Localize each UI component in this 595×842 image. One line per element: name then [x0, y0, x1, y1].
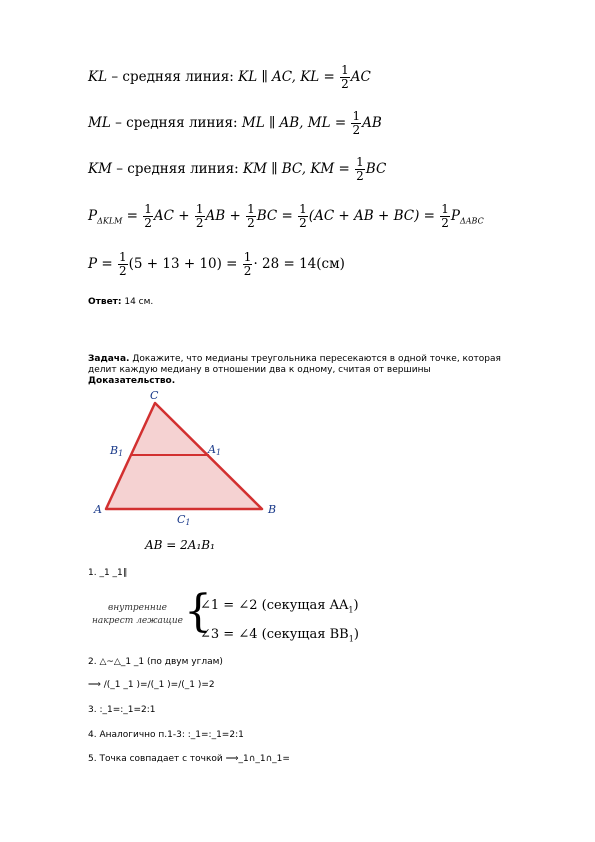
- answer-label: Ответ:: [88, 297, 122, 307]
- kl-fraction: $\frac{1}{2}$: [341, 63, 349, 91]
- compute-lhs: P =: [88, 256, 117, 272]
- perimeter-fraction-1: $\frac{1}{2}$: [144, 202, 152, 230]
- compute-fraction-2: $\frac{1}{2}$: [243, 250, 252, 278]
- step-5: 5. Точка совпадает с точкой ⟹_1∩_1∩_1=: [88, 754, 290, 764]
- perimeter-rhs: P: [450, 208, 460, 224]
- ml-rel: ML ∥ AB, ML =: [241, 115, 351, 131]
- task-text-1: Докажите, что медианы треугольника пересекаются в одной точке, которая: [129, 354, 501, 364]
- kl-tail: AC: [350, 69, 371, 85]
- km-rel: KM ∥ BC, KM =: [243, 161, 355, 177]
- step-2: 2. △~△_1 _1 (по двум углам): [88, 657, 223, 667]
- kl-text: – средняя линия:: [107, 69, 239, 85]
- perimeter-fraction-3: $\frac{1}{2}$: [247, 202, 255, 230]
- label-b: B: [268, 503, 277, 516]
- answer-value: 14 см.: [121, 297, 154, 307]
- km-name: KM: [88, 161, 112, 177]
- perimeter-term-1: AC +: [153, 208, 194, 224]
- ml-text: – средняя линия:: [110, 115, 242, 131]
- perimeter-fraction-4: $\frac{1}{2}$: [299, 202, 307, 230]
- compute-mid: (5 + 13 + 10) =: [128, 256, 242, 272]
- task-line-1: [88, 354, 548, 365]
- task-label: Задача.: [88, 354, 130, 364]
- kl-rel: KL ∥ AC, KL =: [238, 69, 340, 85]
- perimeter-fraction-5: $\frac{1}{2}$: [441, 202, 449, 230]
- proof-label: Доказательство.: [88, 376, 176, 386]
- hand-line-2: накрест лежащие: [92, 616, 183, 626]
- km-tail: BC: [365, 161, 387, 177]
- ml-fraction: $\frac{1}{2}$: [352, 109, 361, 137]
- answer-line: [88, 297, 153, 308]
- formula-ml: [88, 110, 382, 137]
- perimeter-lhs-sub: ΔKLM: [97, 216, 123, 226]
- step-2-implication: ⟹ /(_1 _1 )=/(_1 )=/(_1 )=2: [88, 680, 215, 690]
- system-brace: {: [184, 586, 212, 637]
- perimeter-fraction-2: $\frac{1}{2}$: [195, 202, 204, 230]
- formula-compute: [88, 251, 345, 278]
- perimeter-term-2: AB +: [205, 208, 246, 224]
- angle-eq-1: ∠1 = ∠2 (секущая $AA_1$): [200, 598, 359, 615]
- task-block: [88, 354, 548, 387]
- label-a1: A1: [208, 443, 222, 457]
- ml-name: ML: [88, 115, 111, 131]
- km-fraction: $\frac{1}{2}$: [356, 155, 364, 183]
- angle-equations: [200, 594, 359, 651]
- perimeter-lhs: P: [88, 208, 98, 224]
- km-text: – средняя линия:: [111, 161, 244, 177]
- label-a: A: [94, 503, 102, 516]
- perimeter-rhs-sub: ΔABC: [460, 216, 484, 226]
- kl-name: KL: [88, 69, 108, 85]
- perimeter-term-4: (AC + AB + BC) =: [308, 208, 440, 224]
- perimeter-eq: =: [122, 208, 143, 224]
- triangle-figure: [88, 385, 288, 555]
- label-b1: B1: [110, 444, 124, 458]
- hand-line-1: внутренние: [107, 603, 167, 613]
- compute-fraction-1: $\frac{1}{2}$: [118, 250, 127, 278]
- angle-eq-2: ∠3 = ∠4 (секущая $BB_1$): [200, 626, 359, 644]
- handwritten-note: [92, 602, 183, 628]
- formula-km: [88, 156, 386, 183]
- figure-caption: AB = 2A₁B₁: [145, 538, 215, 552]
- step-1: 1. _1 _1∥: [88, 568, 128, 578]
- label-c1: C1: [177, 513, 191, 527]
- step-3: 3. :_1=:_1=2:1: [88, 705, 156, 715]
- task-line-2: делит каждую медиану в отношении два к одному, считая от вершины: [88, 365, 431, 375]
- perimeter-term-3: BC =: [256, 208, 298, 224]
- compute-result: · 28 = 14(см): [253, 256, 345, 272]
- formula-kl: [88, 64, 371, 91]
- ml-tail: AB: [362, 115, 382, 131]
- step-4: 4. Аналогично п.1-3: :_1=:_1=2:1: [88, 730, 244, 740]
- label-c: C: [150, 389, 159, 402]
- formula-perimeter: [88, 203, 484, 230]
